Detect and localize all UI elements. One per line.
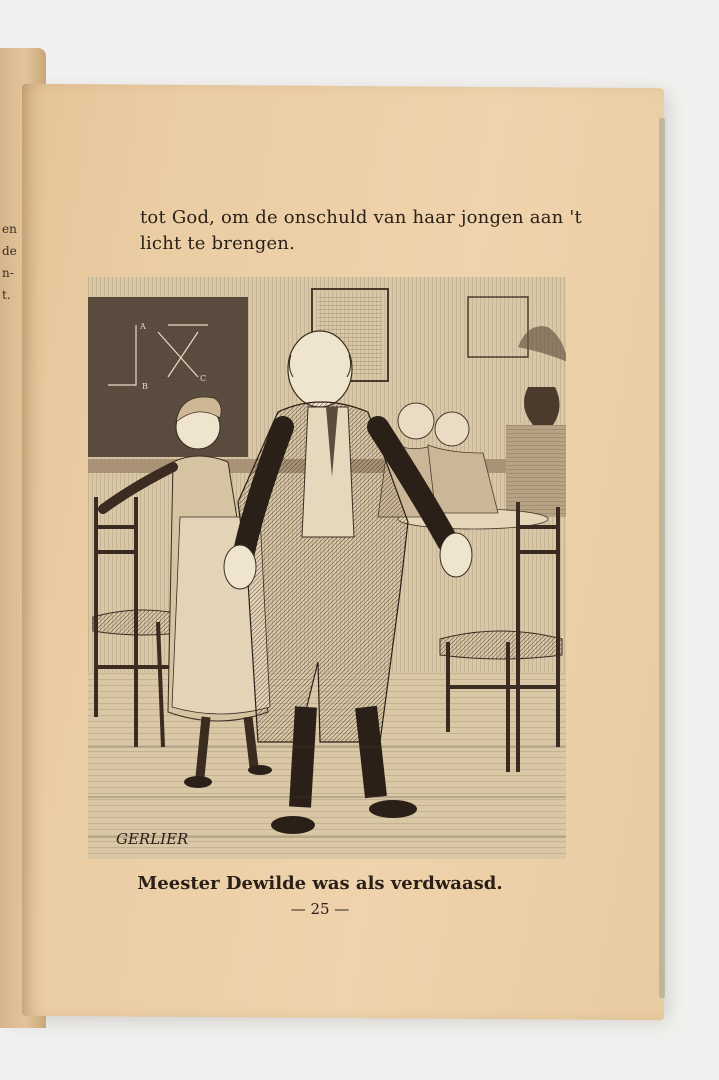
illustration-caption: Meester Dewilde was als verdwaasd. <box>137 873 503 894</box>
chalk-letter: B <box>142 382 148 391</box>
engraving-illustration <box>88 277 566 859</box>
artist-signature: GERLIER <box>116 830 189 848</box>
left-fragment: n- <box>2 266 14 280</box>
chalk-letter: C <box>200 374 207 383</box>
left-page-text <box>2 218 17 306</box>
page-body-text <box>140 205 590 257</box>
chalk-letter: A <box>140 322 146 331</box>
left-fragment: t. <box>2 288 11 302</box>
cover-edge <box>659 118 665 998</box>
page-number: — 25 — <box>290 900 350 918</box>
text-line: tot God, om de onschuld van haar jongen aan 't <box>140 207 582 228</box>
left-fragment: de <box>2 244 17 258</box>
left-fragment: en <box>2 222 17 236</box>
text-line: licht te brengen. <box>140 233 296 254</box>
